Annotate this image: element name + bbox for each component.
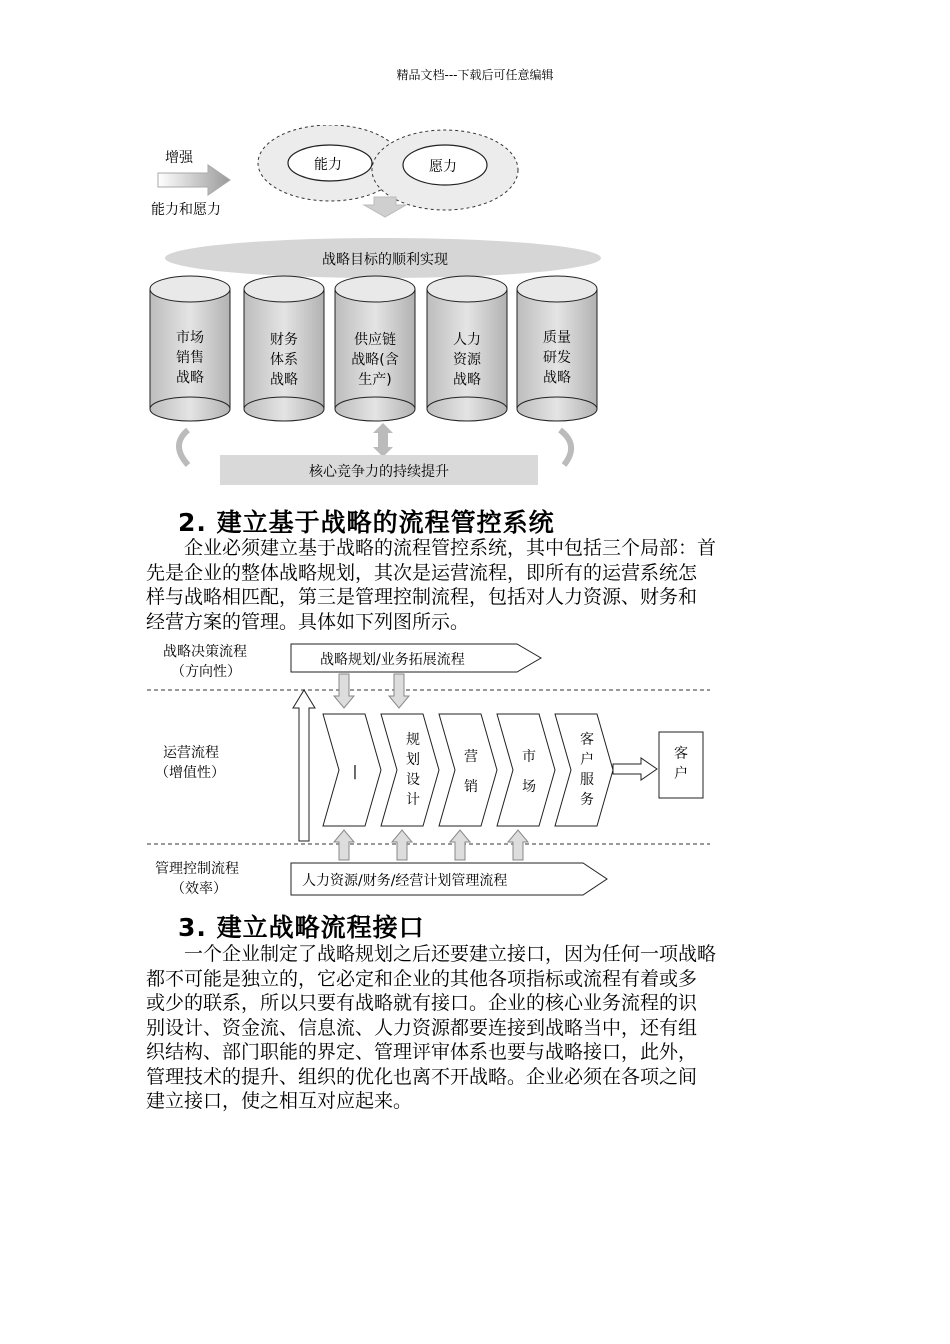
para3-line-5: 织结构、部门职能的界定、管理评审体系也要与战略接口，此外，	[146, 1041, 698, 1063]
double-arrow-icon	[373, 423, 393, 457]
down-arrow-2-icon	[389, 674, 409, 708]
para2-line-2: 先是企业的整体战略规划，其次是运营流程，即所有的运营系统怎	[146, 561, 698, 584]
core-competence-label: 核心竞争力的持续提升	[309, 464, 449, 480]
cylinder-label-1: 市场 销售 战略	[176, 330, 204, 386]
to-customer-arrow-icon	[613, 758, 657, 780]
strategy-decision-sub: （方向性）	[171, 664, 241, 680]
capability-label: 能力	[314, 157, 342, 173]
operation-sub: （增值性）	[155, 765, 225, 781]
cylinder-label-5: 质量 研发 战略	[543, 330, 571, 386]
down-arrow-1-icon	[334, 674, 354, 708]
up-arrow-1-icon	[334, 830, 354, 860]
cylinder-label-3: 供应链 战略(含 生产)	[351, 332, 399, 388]
para2-line-3: 样与战略相匹配，第三是管理控制流程，包括对人力资源、财务和	[146, 586, 698, 608]
cylinder-label-4: 人力 资源 战略	[453, 332, 481, 388]
customer-label: 客 户	[674, 746, 688, 782]
chevron-1-label: |	[352, 764, 358, 780]
operation-label: 运营流程	[163, 745, 219, 761]
cylinder-label-2: 财务 体系 战略	[270, 332, 298, 388]
para3-line-2: 都不可能是独立的，它必定和企业的其他各项指标或流程有着或多	[146, 967, 698, 990]
section-2-paragraph	[146, 536, 806, 634]
page-header: 精品文档---下载后可任意编辑	[396, 68, 554, 82]
up-arrow-4-icon	[508, 830, 528, 860]
para3-line-4: 别设计、资金流、信息流、人力资源都要连接到战略当中，还有组	[146, 1016, 698, 1039]
figure-capability-willingness	[140, 125, 610, 490]
chevron-2-label: 规 划 设 计	[406, 732, 420, 808]
capability-willingness-label: 能力和愿力	[151, 202, 221, 218]
strategy-decision-label: 战略决策流程	[163, 644, 247, 660]
section-3-title: 3. 建立战略流程接口	[178, 913, 425, 942]
para3-line-3: 或少的联系，所以只要有战略就有接口。企业的核心业务流程的识	[146, 992, 698, 1014]
enhance-label: 增强	[165, 150, 193, 166]
up-arrow-3-icon	[450, 830, 470, 860]
chevron-3-label: 营 销	[464, 749, 478, 795]
para2-line-1: 企业必须建立基于战略的流程管控系统，其中包括三个局部：首	[184, 537, 717, 559]
willingness-label: 愿力	[429, 159, 457, 175]
chevron-5-label: 客 户 服 务	[580, 732, 594, 808]
para3-line-1: 一个企业制定了战略规划之后还要建立接口，因为任何一项战略	[184, 943, 717, 965]
para2-line-4: 经营方案的管理。具体如下列图所示。	[146, 610, 470, 633]
upward-arrow-icon	[293, 690, 315, 841]
management-process-text: 人力资源/财务/经营计划管理流程	[302, 873, 508, 889]
figure1-graphics	[140, 125, 610, 490]
goal-label: 战略目标的顺利实现	[322, 252, 448, 268]
section-2-title: 2. 建立基于战略的流程管控系统	[178, 508, 555, 537]
chevron-4-label: 市 场	[522, 749, 536, 795]
management-control-sub: （效率）	[171, 881, 227, 897]
para3-line-7: 建立接口，使之相互对应起来。	[146, 1090, 413, 1112]
enhance-arrow-icon	[158, 165, 230, 195]
left-curve-arrow-icon	[179, 430, 188, 465]
para3-line-6: 管理技术的提升、组织的优化也离不开战略。企业必须在各项之间	[146, 1065, 698, 1088]
section-3-paragraph	[146, 942, 806, 1114]
figure-process-control	[145, 638, 715, 900]
strategy-process-text: 战略规划/业务拓展流程	[320, 652, 465, 668]
up-arrow-2-icon	[392, 830, 412, 860]
right-curve-arrow-icon	[560, 430, 571, 465]
management-control-label: 管理控制流程	[155, 861, 239, 877]
